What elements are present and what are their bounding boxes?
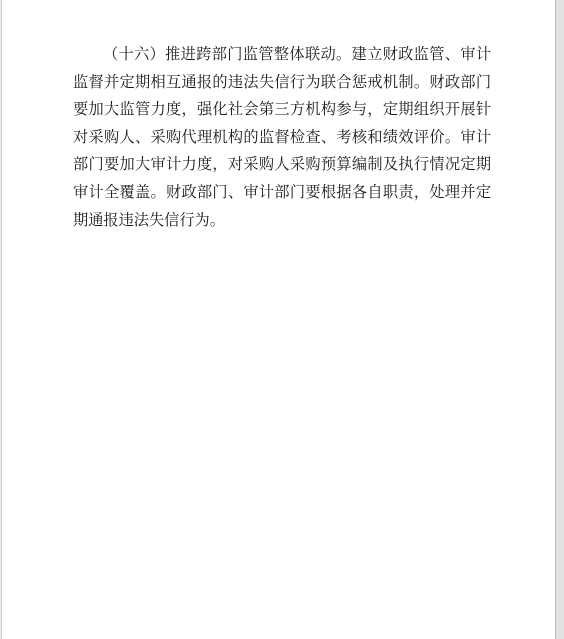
document-page: [1, 0, 556, 639]
body-paragraph: （十六）推进跨部门监管整体联动。建立财政监管、审计监督并定期相互通报的违法失信行为联合惩戒机制。财政部门要加大监管力度，强化社会第三方机构参与，定期组织开展针对采购人、采购代理机构的监督检查、考核和绩效评价。审计部门要加大审计力度，对采购人采购预算编制及执行情况定期审计全覆盖。财政部门、审计部门要根据各自职责，处理并定期通报违法失信行为。: [73, 45, 491, 229]
page-margin-background: [556, 0, 564, 639]
